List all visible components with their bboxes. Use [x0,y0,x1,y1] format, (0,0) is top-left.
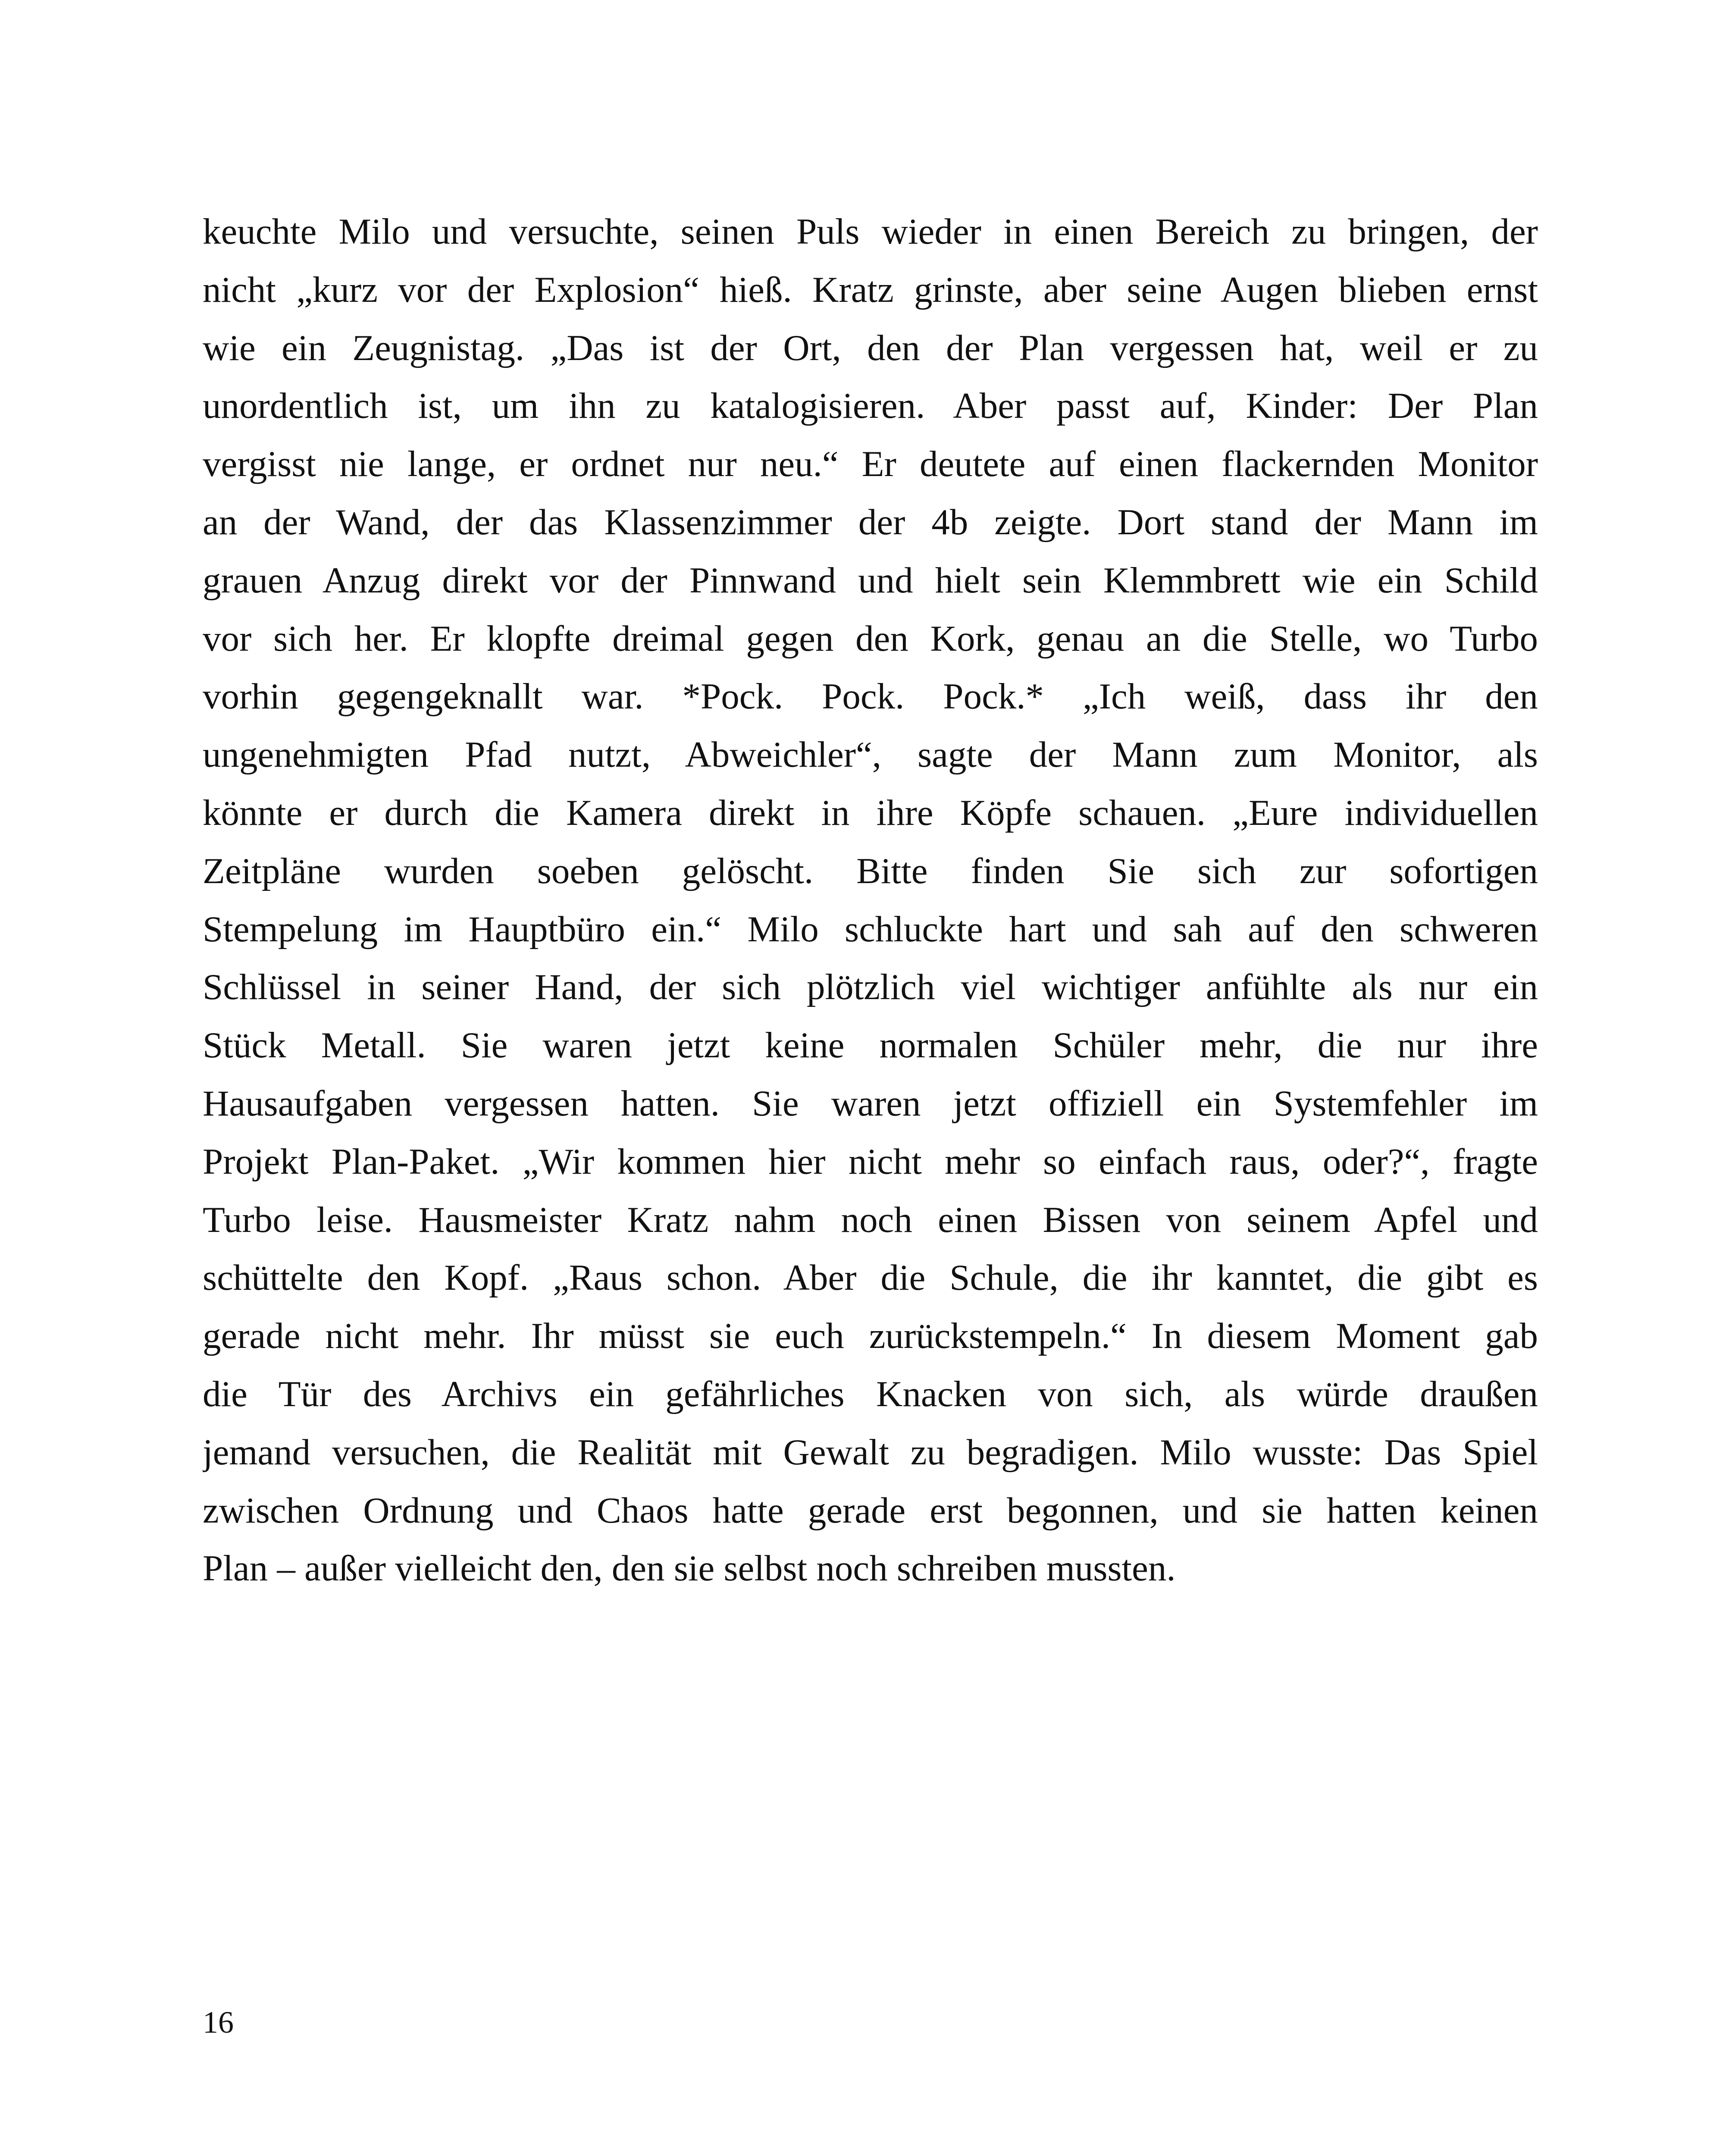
text-line: könnte er durch die Kamera direkt in ihre Köpfe schauen. „Eure individuellen [203,792,1538,833]
text-line: grauen Anzug direkt vor der Pinnwand und hielt sein Klemmbrett wie ein Schild [203,560,1538,601]
text-line: vorhin gegengeknallt war. *Pock. Pock. Pock.* „Ich weiß, dass ihr den [203,676,1538,717]
text-line: keuchte Milo und versuchte, seinen Puls wieder in einen Bereich zu bringen, der [203,211,1538,252]
text-line: Hausaufgaben vergessen hatten. Sie waren jetzt offiziell ein Systemfehler im [203,1083,1538,1124]
text-line: nicht „kurz vor der Explosion“ hieß. Kratz grinste, aber seine Augen blieben ernst [203,269,1538,310]
text-line: zwischen Ordnung und Chaos hatte gerade erst begonnen, und sie hatten keinen [203,1490,1538,1531]
page-number: 16 [203,2005,234,2040]
text-line: ungenehmigten Pfad nutzt, Abweichler“, sagte der Mann zum Monitor, als [203,734,1538,775]
text-line: an der Wand, der das Klassenzimmer der 4b zeigte. Dort stand der Mann im [203,501,1538,542]
text-line: Zeitpläne wurden soeben gelöscht. Bitte finden Sie sich zur sofortigen [203,850,1538,891]
text-line: jemand versuchen, die Realität mit Gewalt zu begradigen. Milo wusste: Das Spiel [203,1432,1538,1473]
text-line: wie ein Zeugnistag. „Das ist der Ort, den der Plan vergessen hat, weil er zu [203,327,1538,368]
body-paragraph [203,203,1538,1598]
text-line: die Tür des Archivs ein gefährliches Knacken von sich, als würde draußen [203,1373,1538,1414]
text-line: Stempelung im Hauptbüro ein.“ Milo schluckte hart und sah auf den schweren [203,909,1538,950]
text-line: vergisst nie lange, er ordnet nur neu.“ Er deutete auf einen flackernden Monitor [203,444,1538,485]
text-line: gerade nicht mehr. Ihr müsst sie euch zurückstempeln.“ In diesem Moment gab [203,1316,1538,1357]
text-line: Plan – außer vielleicht den, den sie selbst noch schreiben mussten. [203,1548,1176,1589]
text-line: Turbo leise. Hausmeister Kratz nahm noch einen Bissen von seinem Apfel und [203,1199,1538,1240]
text-line: Projekt Plan-Paket. „Wir kommen hier nicht mehr so einfach raus, oder?“, fragte [203,1141,1538,1182]
text-line: schüttelte den Kopf. „Raus schon. Aber die Schule, die ihr kanntet, die gibt es [203,1257,1538,1298]
text-line: Stück Metall. Sie waren jetzt keine normalen Schüler mehr, die nur ihre [203,1025,1538,1066]
text-line: unordentlich ist, um ihn zu katalogisieren. Aber passt auf, Kinder: Der Plan [203,385,1538,426]
text-line: Schlüssel in seiner Hand, der sich plötzlich viel wichtiger anfühlte als nur ein [203,967,1538,1008]
text-line: vor sich her. Er klopfte dreimal gegen den Kork, genau an die Stelle, wo Turbo [203,618,1538,659]
